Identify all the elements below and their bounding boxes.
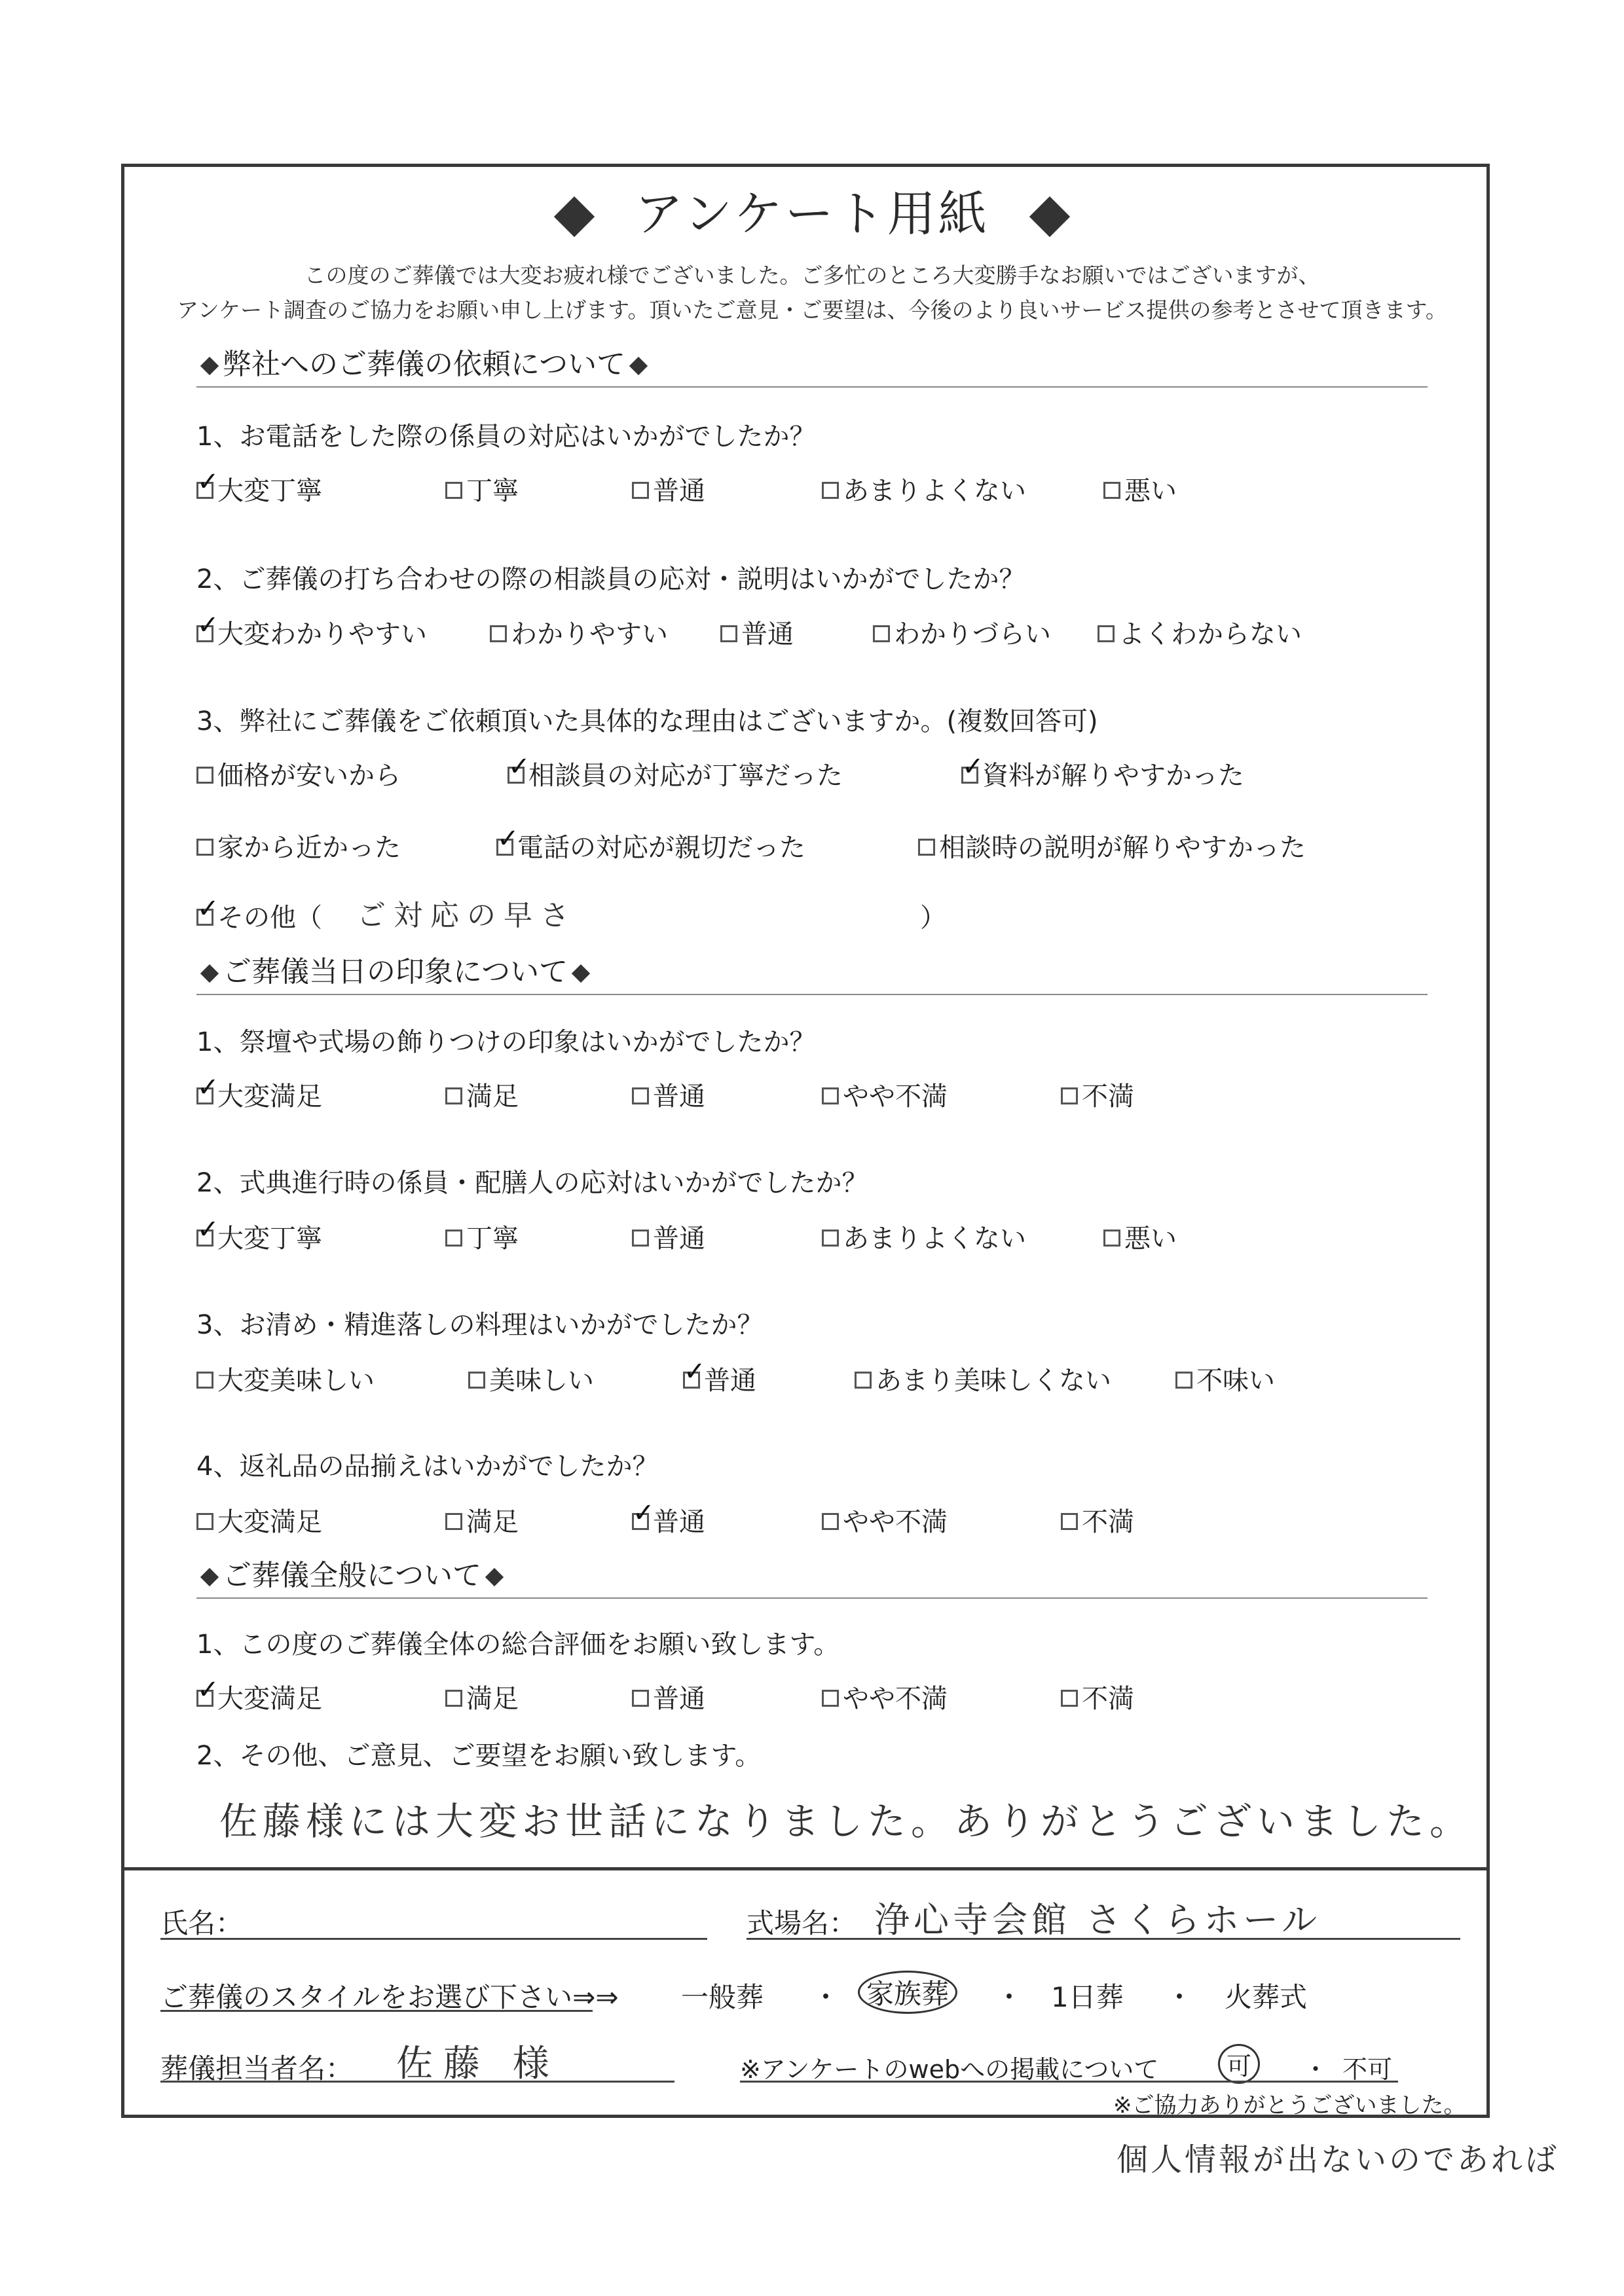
checkbox[interactable] <box>1061 1513 1078 1530</box>
checkbox[interactable] <box>496 839 513 856</box>
option-checkbox[interactable]: 美味しい <box>468 1360 594 1397</box>
checkbox[interactable] <box>445 482 462 499</box>
venue-value[interactable]: 浄心寺会館 さくらホール <box>874 1899 1321 1941</box>
section-heading: ご葬儀当日の印象について <box>196 948 1428 995</box>
checkbox[interactable] <box>445 1690 462 1707</box>
diamond-icon <box>554 196 595 237</box>
web-consent-separator: ・ <box>1303 2055 1329 2084</box>
option-checkbox[interactable]: ✓大変わかりやすい <box>196 613 427 651</box>
checkbox[interactable] <box>822 482 839 499</box>
option-checkbox[interactable]: ✓ 電話の対応が親切だった <box>496 827 805 864</box>
section-heading: ご葬儀全般について <box>196 1552 1428 1599</box>
footer-divider <box>124 1867 1486 1870</box>
checkbox[interactable] <box>507 767 525 784</box>
checkbox[interactable] <box>445 1230 462 1247</box>
option-checkbox-other[interactable]: ✓その他（ <box>196 897 322 934</box>
option-checkbox[interactable]: ✓ 相談員の対応が丁寧だった <box>507 755 843 792</box>
diamond-icon <box>1029 196 1070 237</box>
checkbox[interactable] <box>490 625 507 642</box>
diamond-icon <box>200 964 219 983</box>
question-text: 1、お電話をした際の係員の対応はいかがでしたか？ <box>196 422 816 452</box>
option-checkbox[interactable]: 満足 <box>445 1076 519 1113</box>
option-checkbox[interactable]: 大変美味しい <box>196 1360 375 1397</box>
question-text: 2、ご葬儀の打ち合わせの際の相談員の応対・説明はいかがでしたか？ <box>196 564 1025 594</box>
name-underline <box>160 1938 707 1940</box>
checkbox[interactable] <box>445 1087 462 1104</box>
name-label: 氏名： <box>160 1907 244 1939</box>
style-option[interactable]: 火葬式 <box>1225 1981 1308 2013</box>
option-checkbox[interactable]: 普通 <box>632 470 705 507</box>
checkbox[interactable] <box>196 482 213 499</box>
venue-label: 式場名： <box>747 1907 857 1939</box>
option-checkbox[interactable]: 普通 <box>632 1076 705 1113</box>
option-checkbox[interactable]: ✓大変丁寧 <box>196 470 322 507</box>
option-checkbox[interactable]: ✓大変丁寧 <box>196 1218 322 1255</box>
checkbox[interactable] <box>873 625 890 642</box>
option-checkbox[interactable]: 不満 <box>1061 1076 1134 1113</box>
checkbox[interactable] <box>196 1690 213 1707</box>
style-separator: ・ <box>995 1981 1024 2013</box>
question-text: 1、祭壇や式場の飾りつけの印象はいかがでしたか？ <box>196 1027 816 1057</box>
checkbox[interactable] <box>918 839 935 856</box>
checkbox[interactable] <box>632 1690 649 1707</box>
intro-line-2: アンケート調査のご協力をお願い申し上げます。頂いたご意見・ご要望は、今後のより良いサービス提供の参考とさせて頂きます。 <box>177 297 1447 323</box>
checkbox[interactable] <box>196 767 213 784</box>
staff-value[interactable]: 佐藤 様 <box>396 2043 560 2085</box>
handwritten-note: 個人情報が出ないのであれば <box>1116 2141 1560 2178</box>
checkbox[interactable] <box>683 1372 700 1389</box>
checkbox[interactable] <box>1098 625 1115 642</box>
comment-handwritten: 佐藤様には大変お世話になりました。ありがとうございました。 <box>219 1799 1473 1844</box>
page-title: アンケート用紙 <box>0 175 1624 245</box>
style-separator: ・ <box>1166 1981 1194 2013</box>
web-consent-label: ※アンケートのwebへの掲載について <box>740 2055 1159 2084</box>
web-underline <box>740 2081 1398 2083</box>
option-checkbox[interactable]: わかりやすい <box>490 613 668 651</box>
option-checkbox[interactable]: 価格が安いから <box>196 755 401 792</box>
option-checkbox[interactable]: 満足 <box>445 1678 519 1715</box>
staff-underline <box>160 2081 674 2083</box>
question-text: 1、この度のご葬儀全体の総合評価をお願い致します。 <box>196 1630 840 1660</box>
style-underline <box>160 2010 593 2012</box>
style-label: ご葬儀のスタイルをお選び下さい⇒⇒ <box>160 1981 619 2013</box>
option-checkbox[interactable]: ✓ 普通 <box>683 1360 756 1397</box>
option-checkbox[interactable]: あまりよくない <box>822 1218 1026 1255</box>
diamond-icon <box>200 1568 219 1586</box>
diamond-icon <box>629 357 648 375</box>
intro-line-1: この度のご葬儀では大変お疲れ様でございました。ご多忙のところ大変勝手なお願いではございますが、 <box>304 263 1320 288</box>
checkbox[interactable] <box>855 1372 872 1389</box>
option-checkbox[interactable]: よくわからない <box>1098 613 1302 651</box>
option-checkbox[interactable]: 普通 <box>632 1678 705 1715</box>
checkbox[interactable] <box>196 1513 213 1530</box>
checkbox[interactable] <box>468 1372 485 1389</box>
question-text: 2、式典進行時の係員・配膳人の応対はいかがでしたか？ <box>196 1168 868 1198</box>
checkbox[interactable] <box>961 767 978 784</box>
option-checkbox[interactable]: 不味い <box>1175 1360 1275 1397</box>
checkbox[interactable] <box>1061 1690 1078 1707</box>
option-checkbox[interactable]: 不満 <box>1061 1501 1134 1539</box>
option-checkbox[interactable]: ✓大変満足 <box>196 1678 322 1715</box>
checkbox[interactable] <box>1103 482 1120 499</box>
web-consent-no[interactable]: 不可 <box>1342 2055 1393 2084</box>
option-checkbox[interactable]: やや不満 <box>822 1678 948 1715</box>
option-checkbox[interactable]: 普通 <box>720 613 794 651</box>
checkbox[interactable] <box>445 1513 462 1530</box>
checkbox[interactable] <box>822 1690 839 1707</box>
question-text: 3、お清め・精進落しの料理はいかがでしたか？ <box>196 1310 764 1340</box>
option-checkbox[interactable]: 相談時の説明が解りやすかった <box>918 827 1306 864</box>
option-checkbox[interactable]: やや不満 <box>822 1501 948 1539</box>
option-checkbox[interactable]: ✓ 普通 <box>632 1501 705 1539</box>
style-option[interactable]: 一般葬 <box>681 1981 764 2013</box>
option-checkbox[interactable]: 家から近かった <box>196 827 401 864</box>
checkbox[interactable] <box>1103 1230 1120 1247</box>
option-checkbox[interactable]: わかりづらい <box>873 613 1051 651</box>
option-checkbox[interactable]: ✓大変満足 <box>196 1076 322 1113</box>
option-checkbox[interactable]: 不満 <box>1061 1678 1134 1715</box>
question-text: 3、弊社にご葬儀をご依頼頂いた具体的な理由はございますか。(複数回答可) <box>196 706 1098 737</box>
checkbox[interactable] <box>1175 1372 1192 1389</box>
checkbox[interactable] <box>632 482 649 499</box>
option-checkbox[interactable]: あまりよくない <box>822 470 1026 507</box>
checkbox[interactable] <box>822 1513 839 1530</box>
section-heading: 弊社へのご葬儀の依頼について <box>196 340 1428 388</box>
diamond-icon <box>572 964 590 983</box>
option-checkbox[interactable]: 普通 <box>632 1218 705 1255</box>
checkbox[interactable] <box>632 1230 649 1247</box>
checkbox[interactable] <box>196 839 213 856</box>
diamond-icon <box>485 1568 504 1586</box>
web-consent-yes[interactable]: 可 <box>1218 2044 1260 2084</box>
checkbox[interactable] <box>196 1372 213 1389</box>
staff-label: 葬儀担当者名： <box>160 2052 354 2085</box>
checkbox[interactable] <box>196 909 213 926</box>
question-text: 4、返礼品の品揃えはいかがでしたか？ <box>196 1451 659 1482</box>
checkbox[interactable] <box>196 1230 213 1247</box>
diamond-icon <box>200 357 219 375</box>
style-option-selected[interactable]: 家族葬 <box>858 1971 957 2014</box>
checkbox[interactable] <box>632 1087 649 1104</box>
style-option[interactable]: 1日葬 <box>1051 1981 1124 2013</box>
checkbox[interactable] <box>1061 1087 1078 1104</box>
option-checkbox[interactable]: 大変満足 <box>196 1501 322 1539</box>
option-checkbox[interactable]: 丁寧 <box>445 1218 519 1255</box>
option-checkbox[interactable]: 悪い <box>1103 470 1177 507</box>
checkbox[interactable] <box>196 625 213 642</box>
thanks-note: ※ご協力ありがとうございました。 <box>1113 2092 1466 2119</box>
question-text: 2、その他、ご意見、ご要望をお願い致します。 <box>196 1741 762 1771</box>
option-checkbox[interactable]: 満足 <box>445 1501 519 1539</box>
option-checkbox[interactable]: やや不満 <box>822 1076 948 1113</box>
style-separator: ・ <box>812 1981 840 2013</box>
checkbox[interactable] <box>822 1087 839 1104</box>
other-close-paren: ） <box>920 903 946 933</box>
venue-underline <box>747 1938 1460 1940</box>
checkbox[interactable] <box>720 625 737 642</box>
checkbox[interactable] <box>196 1087 213 1104</box>
option-checkbox[interactable]: 丁寧 <box>445 470 519 507</box>
checkbox[interactable] <box>822 1230 839 1247</box>
checkbox[interactable] <box>632 1513 649 1530</box>
other-reason-handwritten: ご対応の早さ <box>357 899 577 932</box>
option-checkbox[interactable]: あまり美味しくない <box>855 1360 1111 1397</box>
option-checkbox[interactable]: ✓ 資料が解りやすかった <box>961 755 1244 792</box>
option-checkbox[interactable]: 悪い <box>1103 1218 1177 1255</box>
